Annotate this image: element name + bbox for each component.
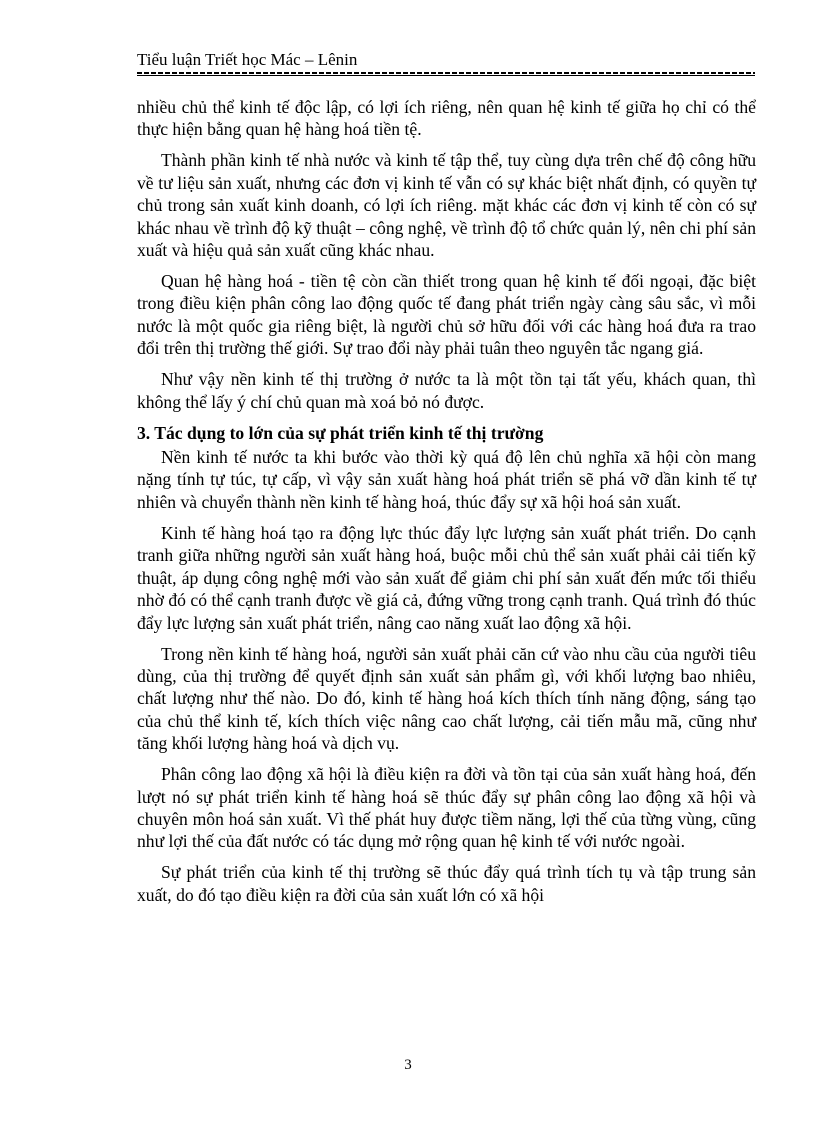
document-body	[137, 96, 756, 915]
paragraph-consumer-demand: Trong nền kinh tế hàng hoá, người sản xuất phải căn cứ vào nhu cầu của người tiêu dùng, của thị trường để quyết định sản xuất sản phẩm gì, với khối lượng bao nhiêu, chất lượng như thế nào. Do đó, kinh tế hàng hoá kích thích tính năng động, sáng tạo của chủ thể kinh tế, kích thích việc nâng cao chất lượng, cải tiến mẫu mã, cũng như tăng khối lượng hàng hoá và dịch vụ.	[137, 643, 756, 754]
header-title: Tiểu luận Triết học Mác – Lênin	[137, 50, 358, 69]
paragraph-continuation: nhiều chủ thể kinh tế độc lập, có lợi ích riêng, nên quan hệ kinh tế giữa họ chỉ có thể thực hiện bằng quan hệ hàng hoá tiền tệ.	[137, 97, 756, 140]
page-number: 3	[404, 1057, 412, 1073]
section-heading: 3. Tác dụng to lớn của sự phát triển kinh tế thị trường	[137, 422, 544, 443]
paragraph-productive-forces: Kinh tế hàng hoá tạo ra động lực thúc đẩy lực lượng sản xuất phát triển. Do cạnh tranh giữa những người sản xuất hàng hoá, buộc mỗi chủ thể sản xuất phải cải tiến kỹ thuật, áp dụng công nghệ mới vào sản xuất để giảm chi phí sản xuất đến mức tối thiểu nhờ đó có thể cạnh tranh được về giá cả, đứng vững trong cạnh tranh. Quá trình đó thúc đẩy lực lượng sản xuất phát triển, nâng cao năng xuất lao động xã hội.	[137, 522, 756, 633]
paragraph-state-collective-economy: Thành phần kinh tế nhà nước và kinh tế tập thể, tuy cùng dựa trên chế độ công hữu về tư liệu sản xuất, nhưng các đơn vị kinh tế vẫn có sự khác biệt nhất định, có quyền tự chủ trong sản xuất kinh doanh, có lợi ích riêng. mặt khác các đơn vị kinh tế còn có sự khác nhau về trình độ kỹ thuật – công nghệ, về trình độ tổ chức quản lý, nên chi phí sản xuất và hiệu quả sản xuất cũng khác nhau.	[137, 150, 756, 261]
paragraph-division-of-labor: Phân công lao động xã hội là điều kiện ra đời và tồn tại của sản xuất hàng hoá, đến lượt nó sự phát triển kinh tế hàng hoá sẽ thúc đẩy sự phân công lao động xã hội và chuyên môn hoá sản xuất. Vì thế phát huy được tiềm năng, lợi thế của từng vùng, cũng như lợi thế của đất nước có tác dụng mở rộng quan hệ kinh tế với nước ngoài.	[137, 764, 756, 852]
paragraph-conclusion: Như vậy nền kinh tế thị trường ở nước ta là một tồn tại tất yếu, khách quan, thì không thể lấy ý chí chủ quan mà xoá bỏ nó được.	[137, 369, 756, 412]
header-divider	[137, 72, 755, 76]
paragraph-self-sufficiency: Nền kinh tế nước ta khi bước vào thời kỳ quá độ lên chủ nghĩa xã hội còn mang nặng tính tự túc, tự cấp, vì vậy sản xuất hàng hoá phát triển sẽ phá vỡ dần kinh tế tự nhiên và chuyển thành nền kinh tế hàng hoá, thúc đẩy sự xã hội hoá sản xuất.	[137, 447, 756, 512]
paragraph-concentration: Sự phát triển của kinh tế thị trường sẽ thúc đẩy quá trình tích tụ và tập trung sản xuất, do đó tạo điều kiện ra đời của sản xuất lớn có xã hội	[137, 862, 756, 905]
paragraph-foreign-relations: Quan hệ hàng hoá - tiền tệ còn cần thiết trong quan hệ kinh tế đối ngoại, đặc biệt trong điều kiện phân công lao động quốc tế đang phát triển ngày càng sâu sắc, vì mỗi nước là một quốc gia riêng biệt, là người chủ sở hữu đối với các hàng hoá đưa ra trao đổi trên thị trường thế giới. Sự trao đổi này phải tuân theo nguyên tắc ngang giá.	[137, 271, 756, 359]
running-header	[137, 50, 755, 72]
